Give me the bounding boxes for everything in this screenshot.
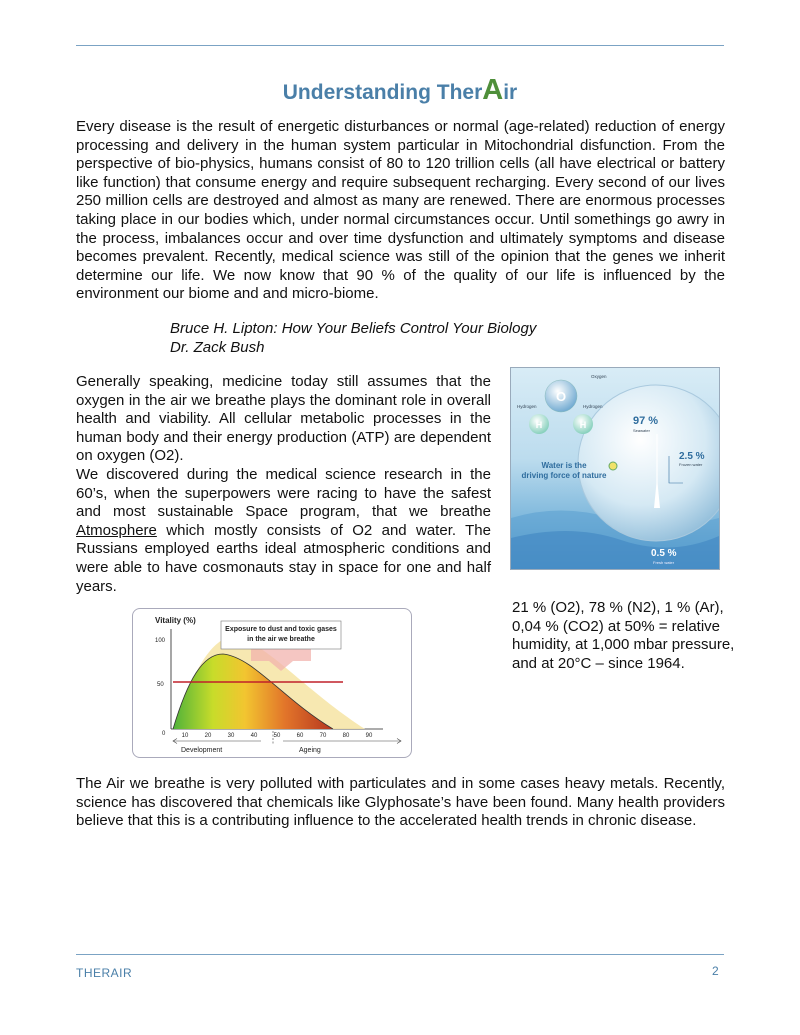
frozen-label: Frozen water: [679, 462, 703, 467]
x-tick-80: 80: [342, 733, 350, 739]
footer-brand: THERAIR: [76, 966, 133, 980]
phase-ageing: Ageing: [299, 747, 321, 754]
seawater-label: Seawater: [633, 428, 650, 433]
frozen-pct: 2.5 %: [679, 451, 705, 462]
water-illustration: [511, 368, 719, 569]
phase-development: Development: [181, 747, 223, 754]
seawater-pct: 97 %: [633, 415, 659, 427]
page-title: [0, 74, 800, 107]
space-text-after: which mostly consists of O2 and water. The Russians employed earths ideal atmospheric conditions and were able to have cosmonauts stay in space for one and half years.: [76, 521, 491, 595]
vitality-callout-line2: in the air we breathe: [247, 636, 315, 643]
x-tick-60: 60: [296, 733, 304, 739]
vitality-figure: [132, 608, 412, 758]
atmosphere-composition: 21 % (O2), 78 % (N2), 1 % (Ar), 0,04 % (CO2) at 50% = relative humidity, at 1,000 mbar pressure, and at 20°C – since 1964.: [512, 599, 735, 672]
closing-paragraph: The Air we breathe is very polluted with particulates and in some cases heavy metals. Recently, science has discovered that chemicals like Glyphosate’s have been found. Many health providers believe that this is a contributing influence to the accelerated health trends in chronic disease.: [76, 775, 725, 830]
vitality-x-ticks: [182, 733, 373, 739]
y-tick-100: 100: [155, 638, 166, 644]
y-tick-50: 50: [157, 682, 164, 688]
fresh-label: Fresh water: [653, 560, 675, 565]
title-big-letter: A: [482, 74, 504, 106]
title-main: Understanding Ther: [282, 81, 483, 104]
x-tick-70: 70: [319, 733, 327, 739]
oxygen-paragraph: Generally speaking, medicine today still assumes that the oxygen in the air we breathe plays the dominant role in overall health and viability. All cellular metabolic processes in the human body and their energy production (ATP) are dependent on oxygen (O2).: [76, 373, 491, 465]
hydrogen-label-right: Hydrogen: [583, 404, 603, 409]
water-caption-line1: Water is the: [541, 461, 587, 470]
bottom-rule: [76, 954, 724, 955]
vitality-chart: [133, 609, 411, 757]
title-tail: ir: [503, 81, 518, 104]
vitality-y-label: Vitality (%): [155, 616, 196, 625]
atmosphere-link[interactable]: Atmosphere: [76, 521, 157, 539]
water-figure: [510, 367, 720, 570]
oxygen-label: Oxygen: [591, 374, 607, 379]
y-tick-0: 0: [162, 731, 166, 737]
citation-bush: Dr. Zack Bush: [170, 339, 265, 356]
top-rule: [76, 45, 724, 46]
x-tick-90: 90: [365, 733, 373, 739]
fresh-pct: 0.5 %: [651, 548, 677, 559]
citation-lipton: Bruce H. Lipton: How Your Beliefs Control Your Biology: [170, 320, 537, 337]
o-letter: O: [555, 389, 567, 404]
h-letter-left: H: [535, 420, 543, 430]
intro-paragraph: Every disease is the result of energetic disturbances or normal (age-related) reduction of energy processing and delivery in the human system particular in Mitochondrial disfunction. From the perspective of bio-physics, humans consist of 80 to 120 trillion cells (all have electrical or battery like function) that consume energy and require subsequent recharging. Every second of our lives 250 million cells are destroyed and almost as many are renewed. There are enormous processes taking place in our bodies which, under normal circumstances occur. Until somethings go awry in the process, imbalances occur and over time dysfunction and ultimately symptoms and disease becomes prevalent. Recently, medical science was still of the opinion that the genes we inherit determine our life. We now know that 90 % of the quality of our life is influenced by the environment our biome and and micro-biome.: [76, 118, 725, 303]
x-tick-40: 40: [250, 733, 258, 739]
hydrogen-label-left: Hydrogen: [517, 404, 537, 409]
footer-page-number: 2: [712, 964, 719, 978]
space-text-before: We discovered during the medical science research in the 60’s, when the superpowers were racing to have the safest and most sustainable Space program, that we breathe: [76, 465, 491, 521]
water-caption-line2: driving force of nature: [521, 471, 607, 480]
x-tick-10: 10: [181, 733, 189, 739]
x-tick-30: 30: [227, 733, 235, 739]
left-column-text: [76, 373, 491, 596]
vitality-callout-line1: Exposure to dust and toxic gases: [225, 626, 337, 633]
h-letter-right: H: [579, 420, 587, 430]
x-tick-20: 20: [204, 733, 212, 739]
x-tick-50: 50: [273, 733, 281, 739]
space-paragraph: [76, 466, 491, 596]
